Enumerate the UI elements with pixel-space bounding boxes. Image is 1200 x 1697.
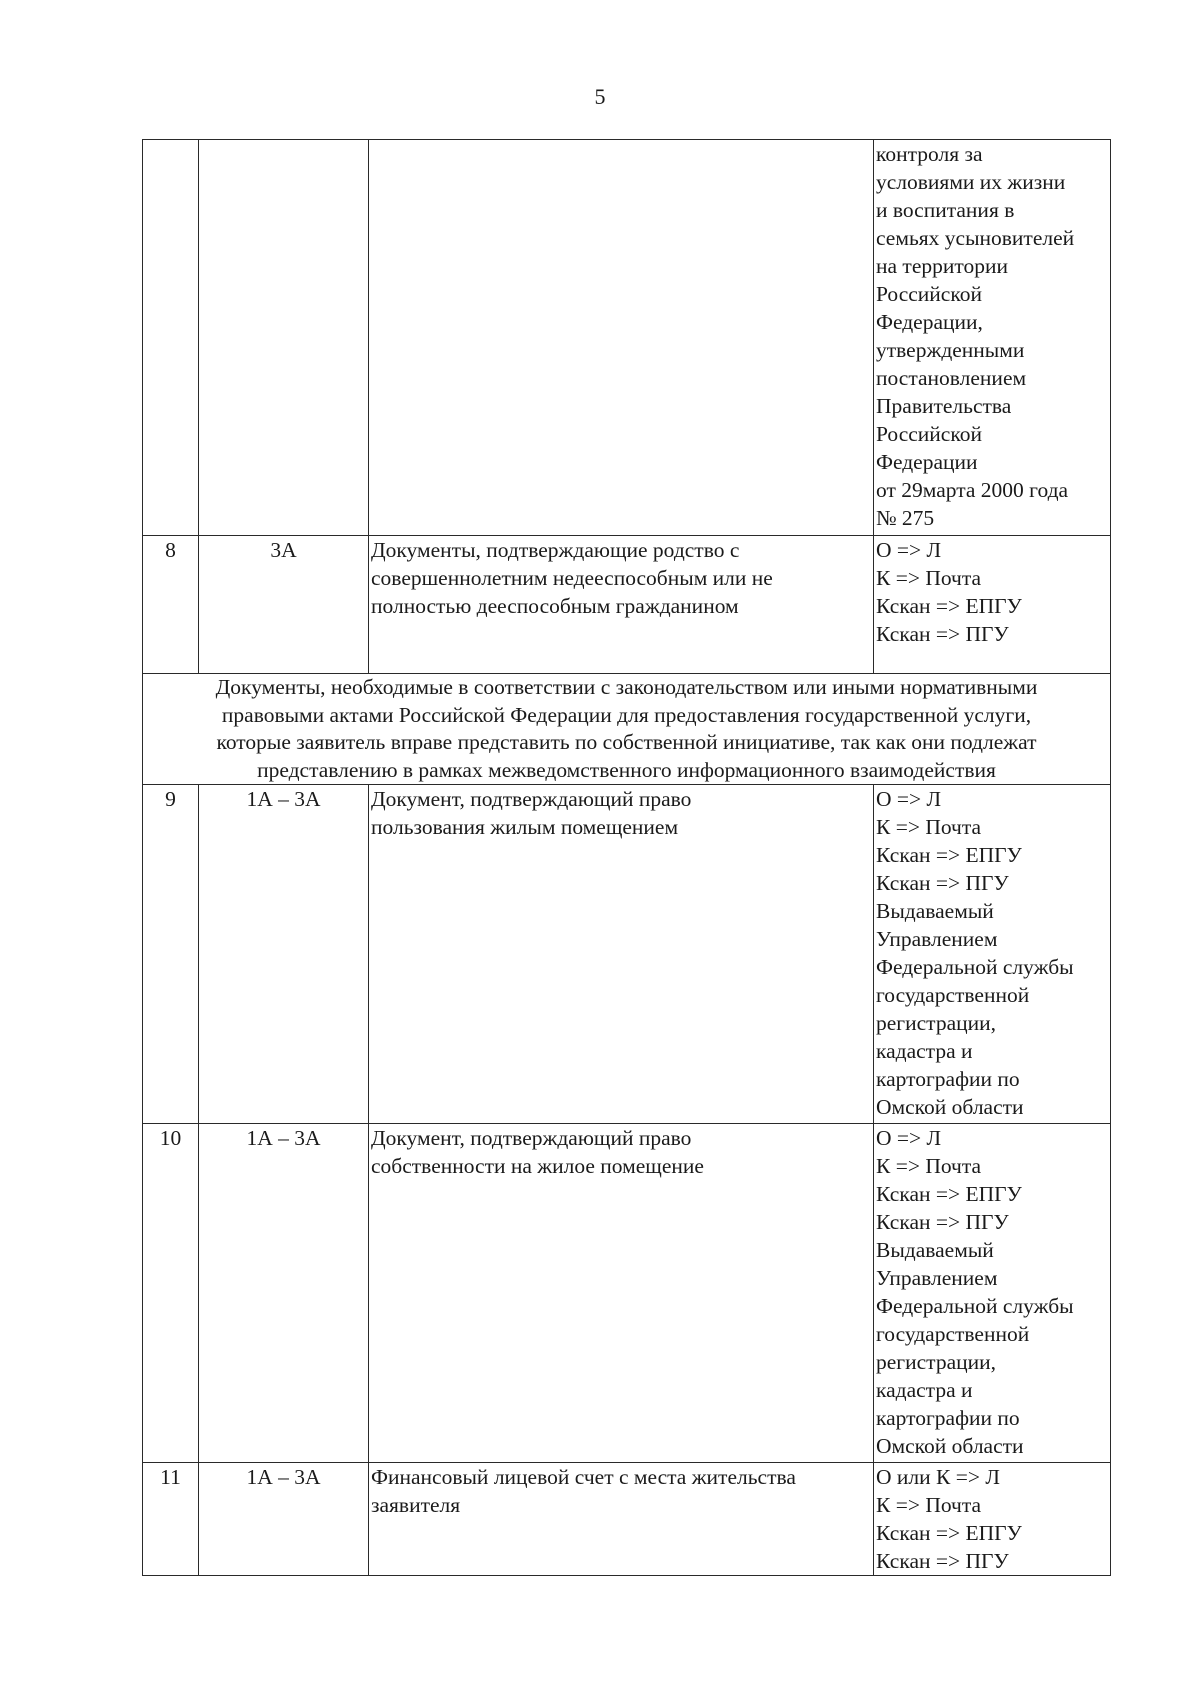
section-heading xyxy=(143,674,1111,785)
cell-line: Правительства xyxy=(876,394,1012,418)
table-row-11 xyxy=(143,1463,1111,1576)
cell-line: Выдаваемый xyxy=(876,899,994,923)
cell-line: Документ, подтверждающий право xyxy=(371,787,692,811)
row-number: 8 xyxy=(143,536,199,674)
cell-line: Финансовый лицевой счет с места жительства xyxy=(371,1465,796,1489)
cell-line: утвержденными xyxy=(876,338,1025,362)
documents-table xyxy=(142,139,1111,1576)
cell-line: Кскан => ПГУ xyxy=(876,1549,1009,1573)
cell-line: постановлением xyxy=(876,366,1027,390)
cell-line: от 29марта 2000 года xyxy=(876,478,1069,502)
table-row-8 xyxy=(143,536,1111,674)
row-document-name xyxy=(369,1463,874,1576)
cell-line: Омской области xyxy=(876,1434,1024,1458)
table-section-header xyxy=(143,674,1111,785)
row-category: 1А – 3А xyxy=(199,785,369,1124)
row-category: 3А xyxy=(199,536,369,674)
cell-line: условиями их жизни xyxy=(876,170,1066,194)
cell-line: Кскан => ЕПГУ xyxy=(876,1521,1022,1545)
cell-line: № 275 xyxy=(876,506,935,530)
row-number: 11 xyxy=(143,1463,199,1576)
row-submission-method xyxy=(874,1124,1111,1463)
cell-line: семьях усыновителей xyxy=(876,226,1075,250)
row-number: 10 xyxy=(143,1124,199,1463)
cell-line: на территории xyxy=(876,254,1008,278)
cell-line: К => Почта xyxy=(876,815,982,839)
cell-line: Кскан => ПГУ xyxy=(876,1210,1009,1234)
section-line: которые заявитель вправе представить по собственной инициативе, так как они подлежат xyxy=(216,730,1037,754)
cell-line: собственности на жилое помещение xyxy=(371,1154,704,1178)
cell-line: контроля за xyxy=(876,142,983,166)
cell-category-empty xyxy=(199,140,369,536)
cell-line: О или К => Л xyxy=(876,1465,1000,1489)
cell-line: К => Почта xyxy=(876,1154,982,1178)
cell-line: кадастра и xyxy=(876,1039,973,1063)
cell-method-continuation xyxy=(874,140,1111,536)
row-submission-method xyxy=(874,1463,1111,1576)
table-row-9 xyxy=(143,785,1111,1124)
cell-line: Кскан => ЕПГУ xyxy=(876,843,1022,867)
cell-line: О => Л xyxy=(876,538,942,562)
cell-line: пользования жилым помещением xyxy=(371,815,679,839)
cell-line: Документы, подтверждающие родство с xyxy=(371,538,740,562)
cell-line: Документ, подтверждающий право xyxy=(371,1126,692,1150)
cell-line: К => Почта xyxy=(876,1493,982,1517)
cell-line: О => Л xyxy=(876,1126,942,1150)
row-number: 9 xyxy=(143,785,199,1124)
cell-line: Российской xyxy=(876,422,982,446)
cell-line: Российской xyxy=(876,282,982,306)
cell-line: государственной xyxy=(876,1322,1030,1346)
cell-line: кадастра и xyxy=(876,1378,973,1402)
cell-line: Управлением xyxy=(876,1266,998,1290)
cell-line: Федеральной службы xyxy=(876,1294,1074,1318)
row-document-name xyxy=(369,536,874,674)
section-line: представлению в рамках межведомственного информационного взаимодействия xyxy=(257,757,996,782)
row-submission-method xyxy=(874,785,1111,1124)
cell-line: государственной xyxy=(876,983,1030,1007)
row-category: 1А – 3А xyxy=(199,1124,369,1463)
cell-line: регистрации, xyxy=(876,1350,997,1374)
cell-line: Федерации xyxy=(876,450,978,474)
cell-line: картографии по xyxy=(876,1067,1020,1091)
cell-line: Кскан => ПГУ xyxy=(876,871,1009,895)
cell-line: К => Почта xyxy=(876,566,982,590)
cell-line: заявителя xyxy=(371,1493,461,1517)
cell-num-empty xyxy=(143,140,199,536)
cell-line: картографии по xyxy=(876,1406,1020,1430)
section-line: правовыми актами Российской Федерации для предоставления государственной услуги, xyxy=(221,702,1032,727)
cell-line: и воспитания в xyxy=(876,198,1015,222)
cell-line: Федерации, xyxy=(876,310,983,334)
cell-line: Кскан => ЕПГУ xyxy=(876,1182,1022,1206)
row-document-name xyxy=(369,785,874,1124)
cell-line: совершеннолетним недееспособным или не xyxy=(371,566,773,590)
cell-line: Кскан => ЕПГУ xyxy=(876,594,1022,618)
cell-line: полностью дееспособным гражданином xyxy=(371,594,739,618)
cell-line: Кскан => ПГУ xyxy=(876,622,1009,646)
cell-line: О => Л xyxy=(876,787,942,811)
section-line: Документы, необходимые в соответствии с законодательством или иными нормативными xyxy=(215,675,1038,699)
table-row-continuation xyxy=(143,140,1111,536)
cell-line: Федеральной службы xyxy=(876,955,1074,979)
cell-line: регистрации, xyxy=(876,1011,997,1035)
page-number: 5 xyxy=(594,84,606,109)
row-submission-method xyxy=(874,536,1111,674)
table-row-10 xyxy=(143,1124,1111,1463)
row-document-name xyxy=(369,1124,874,1463)
row-category: 1А – 3А xyxy=(199,1463,369,1576)
cell-line: Омской области xyxy=(876,1095,1024,1119)
cell-line: Выдаваемый xyxy=(876,1238,994,1262)
cell-line: Управлением xyxy=(876,927,998,951)
cell-name-empty xyxy=(369,140,874,536)
